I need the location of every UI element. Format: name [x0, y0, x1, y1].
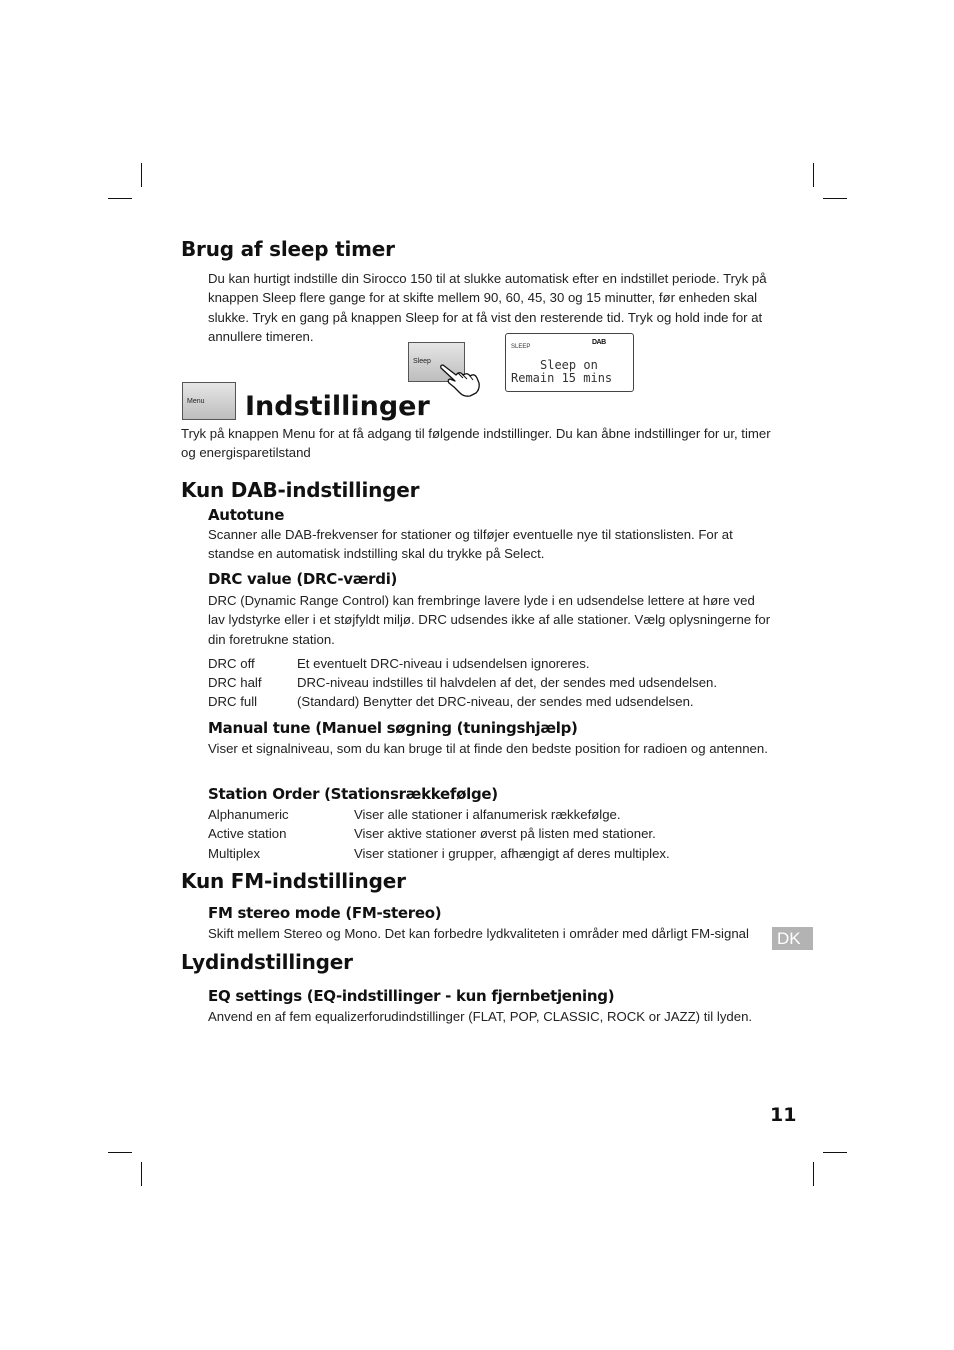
- crop-mark: [813, 163, 814, 187]
- menu-button[interactable]: [182, 382, 236, 420]
- crop-mark: [108, 1152, 132, 1153]
- station-order-value: Viser aktive stationer øverst på listen med stationer.: [354, 826, 656, 841]
- lcd-display: [505, 333, 634, 392]
- autotune-body: Scanner alle DAB-frekvenser for stationer og tilføjer eventuelle nye til stationslisten. For at standse en automatisk indstilling skal du trykke på Select.: [208, 527, 733, 562]
- crop-mark: [108, 198, 132, 199]
- display-line-1: Sleep on: [540, 358, 598, 372]
- dab-heading: Kun DAB-indstillinger: [181, 478, 420, 502]
- crop-mark: [823, 198, 847, 199]
- manual-tune-body: Viser et signalniveau, som du kan bruge til at finde den bedste position for radioen og antennen.: [208, 741, 768, 756]
- fm-heading: Kun FM-indstillinger: [181, 869, 406, 893]
- station-order-key: Active station: [208, 826, 287, 841]
- drc-option-key: DRC half: [208, 675, 262, 690]
- menu-button-label: Menu: [187, 398, 205, 405]
- autotune-heading: Autotune: [208, 506, 285, 524]
- drc-option-key: DRC off: [208, 656, 255, 671]
- pointing-hand-icon: [440, 362, 484, 398]
- crop-mark: [813, 1162, 814, 1186]
- drc-option-value: (Standard) Benytter det DRC-niveau, der sendes med udsendelsen.: [297, 694, 694, 709]
- crop-mark: [823, 1152, 847, 1153]
- station-order-value: Viser alle stationer i alfanumerisk rækkefølge.: [354, 807, 621, 822]
- page-number: 11: [770, 1104, 797, 1126]
- drc-heading: DRC value (DRC-værdi): [208, 570, 398, 588]
- station-order-heading: Station Order (Stationsrækkefølge): [208, 785, 498, 803]
- settings-intro: Tryk på knappen Menu for at få adgang til følgende indstillinger. Du kan åbne indstillinger for ur, timer og energisparetilstand: [181, 426, 771, 461]
- eq-heading: EQ settings (EQ-indstillinger - kun fjernbetjening): [208, 987, 615, 1005]
- drc-body: DRC (Dynamic Range Control) kan frembringe lavere lyde i en udsendelse lettere at høre ved lav lydstyrke eller i et støjfyldt miljø. DRC udsendes ikke af alle stationer. Vælg oplysningerne for din foretrukne station.: [208, 593, 771, 647]
- eq-body: Anvend en af fem equalizerforudindstillinger (FLAT, POP, CLASSIC, ROCK or JAZZ) til lyden.: [208, 1009, 753, 1024]
- fm-stereo-body: Skift mellem Stereo og Mono. Det kan forbedre lydkvaliteten i områder med dårligt FM-signal: [208, 926, 749, 941]
- sleep-timer-body: Du kan hurtigt indstille din Sirocco 150 til at slukke automatisk efter en indstillet periode. Tryk på knappen Sleep flere gange for at skifte mellem 90, 60, 45, 30 og 15 minutter, før enheden skal slukke. Tryk en gang på knappen Sleep for at få vist den resterende tid. Tryk og hold inde for at annullere timeren.: [208, 271, 767, 344]
- sleep-indicator: SLEEP: [511, 344, 531, 350]
- station-order-key: Multiplex: [208, 846, 261, 861]
- sleep-timer-heading: Brug af sleep timer: [181, 237, 395, 261]
- sleep-button-label: Sleep: [413, 358, 431, 365]
- language-tab: DK: [772, 927, 813, 950]
- page-title: Indstillinger: [245, 391, 430, 422]
- crop-mark: [141, 1162, 142, 1186]
- sound-heading: Lydindstillinger: [181, 950, 353, 974]
- drc-option-value: Et eventuelt DRC-niveau i udsendelsen ignoreres.: [297, 656, 590, 671]
- station-order-value: Viser stationer i grupper, afhængigt af deres multiplex.: [354, 846, 670, 861]
- display-line-2: Remain 15 mins: [511, 371, 613, 385]
- drc-option-value: DRC-niveau indstilles til halvdelen af det, der sendes med udsendelsen.: [297, 675, 718, 690]
- dab-badge: DAB: [592, 339, 606, 346]
- fm-stereo-heading: FM stereo mode (FM-stereo): [208, 904, 442, 922]
- manual-tune-heading: Manual tune (Manuel søgning (tuningshjælp): [208, 719, 578, 737]
- station-order-key: Alphanumeric: [208, 807, 289, 822]
- crop-mark: [141, 163, 142, 187]
- drc-option-key: DRC full: [208, 694, 258, 709]
